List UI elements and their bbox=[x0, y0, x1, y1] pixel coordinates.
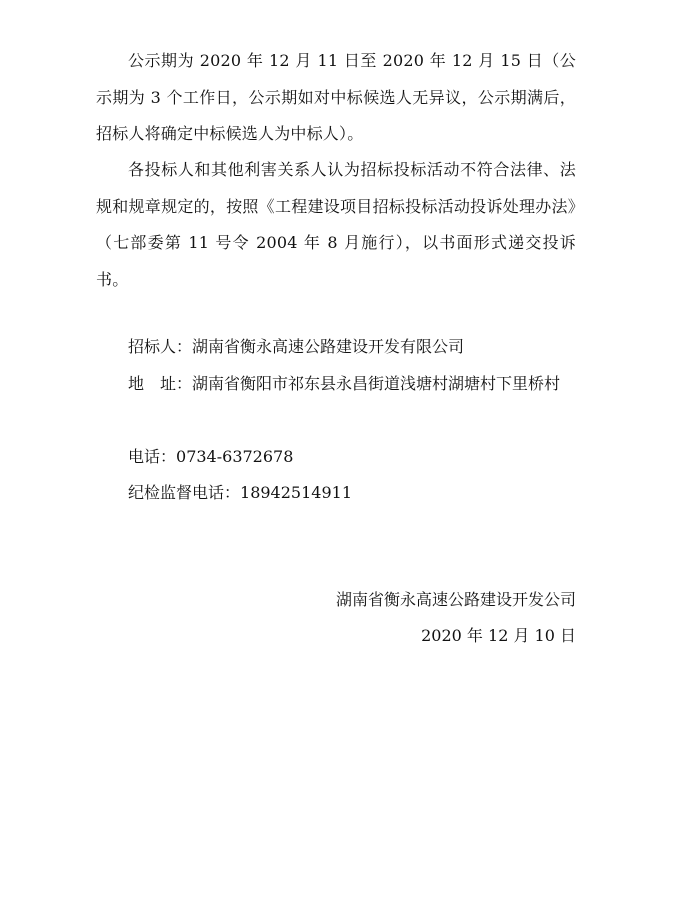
phone-value: 0734-6372678 bbox=[176, 447, 294, 466]
supervision-phone-label: 纪检监督电话： bbox=[128, 483, 241, 502]
phone-label: 电话： bbox=[128, 447, 177, 466]
tenderer-label: 招标人： bbox=[128, 337, 193, 356]
supervision-phone-line bbox=[96, 475, 576, 512]
tenderer-value: 湖南省衡永高速公路建设开发有限公司 bbox=[192, 337, 465, 356]
phone-line bbox=[96, 439, 576, 476]
signature-date: 2020 年 12 月 10 日 bbox=[421, 626, 576, 645]
signature-organization: 湖南省衡永高速公路建设开发公司 bbox=[335, 590, 576, 609]
complaint-paragraph: 各投标人和其他利害关系人认为招标投标活动不符合法律、法规和规章规定的，按照《工程建设项目招标投标活动投诉处理办法》（七部委第 11 号令 2004 年 8 月施行），以书面形式递交投诉书。 bbox=[96, 160, 576, 289]
address-value: 湖南省衡阳市祁东县永昌街道浅塘村湖塘村下里桥村 bbox=[192, 374, 561, 393]
address-line bbox=[96, 366, 576, 403]
supervision-phone-value: 18942514911 bbox=[240, 483, 352, 502]
tenderer-line bbox=[96, 329, 576, 366]
publicity-period-paragraph: 公示期为 2020 年 12 月 11 日至 2020 年 12 月 15 日（公示期为 3 个工作日，公示期如对中标候选人无异议，公示期满后，招标人将确定中标候选人为中标人）。 bbox=[96, 51, 576, 143]
address-label: 地 址： bbox=[128, 374, 193, 393]
